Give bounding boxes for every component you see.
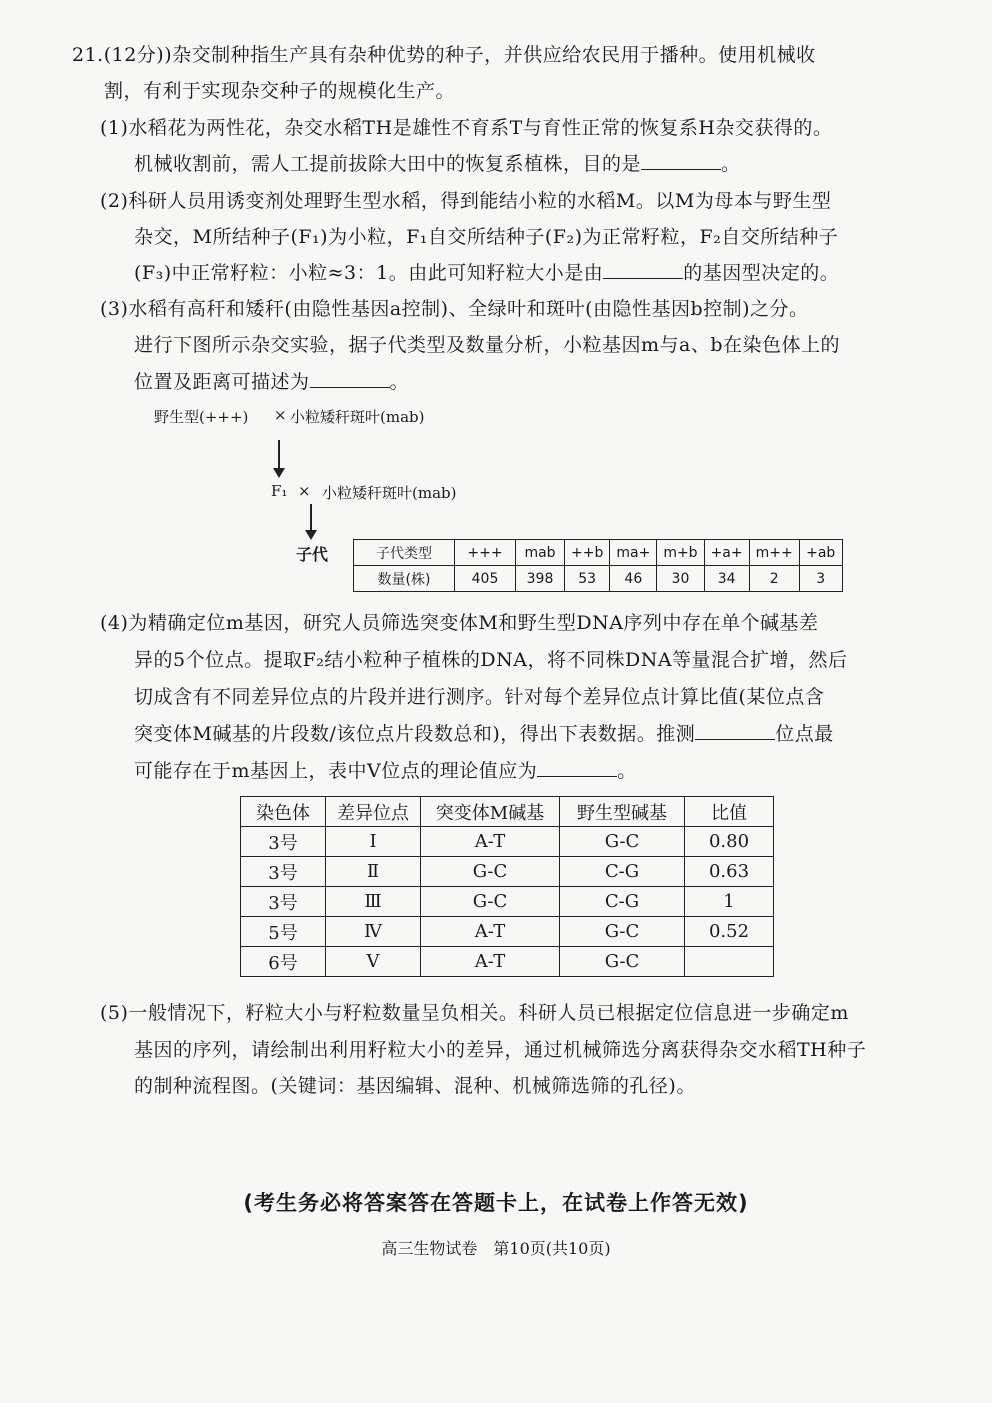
table-row [241,827,774,857]
part4-line4-text: 突变体M碱基的片段数/该位点片段数总和)，得出下表数据。推测 [134,723,696,745]
table-header-cell: 比值 [685,797,774,827]
part1-line1: (1)水稻花为两性花，杂交水稻TH是雄性不育系T与育性正常的恢复系H杂交获得的。 [100,117,833,139]
offspring-table [353,539,843,592]
table-cell: +ab [799,540,842,566]
part4-line4-end: 位点最 [775,723,834,745]
part4-line5-end: 。 [617,760,637,782]
question-header-line2: 割，有利于实现杂交种子的规模化生产。 [104,80,456,102]
table-cell: mab [516,540,565,566]
f1-label: F₁ [271,482,288,500]
part4-line5-text: 可能存在于m基因上，表中Ⅴ位点的理论值应为 [134,760,538,782]
table-cell: 46 [610,566,657,592]
table-header-cell: 数量(株) [354,566,455,592]
table-cell: G-C [560,917,685,947]
table-cell: +a+ [704,540,749,566]
offspring-label: 子代 [296,545,329,564]
table-cell: Ⅴ [326,947,421,977]
table-header-cell: 野生型碱基 [560,797,685,827]
table-cell: 2 [749,566,799,592]
table-cell: 3号 [241,827,326,857]
table-cell: 53 [565,566,610,592]
answer-blank-2 [603,260,683,279]
table-row [354,540,843,566]
cross-parent1: 野生型(+++) [154,408,249,426]
answer-blank-4 [695,721,775,740]
part4-line1: (4)为精确定位m基因，研究人员筛选突变体M和野生型DNA序列中存在单个碱基差 [100,612,819,634]
part4-line2: 异的5个位点。提取F₂结小粒种子植株的DNA，将不同株DNA等量混合扩增，然后 [134,649,848,671]
table-cell: ++b [565,540,610,566]
answer-sheet-notice: (考生务必将答案答在答题卡上，在试卷上作答无效) [243,1191,749,1215]
table-cell: 6号 [241,947,326,977]
cross-parent3: 小粒矮秆斑叶(mab) [322,484,457,502]
table-cell: 3号 [241,887,326,917]
table-cell: 1 [685,887,774,917]
table-cell [685,947,774,977]
part1-line2-text: 机械收割前，需人工提前拔除大田中的恢复系植株，目的是 [134,153,642,175]
part4-line4 [134,721,834,747]
table-cell: 398 [516,566,565,592]
table-cell: 0.63 [685,857,774,887]
table-cell: A-T [421,947,560,977]
part3-line3-text: 位置及距离可描述为 [134,371,310,393]
part2-line3-end: 的基因型决定的。 [683,262,840,284]
table-header-cell: 突变体M碱基 [421,797,560,827]
part4-line3: 切成含有不同差异位点的片段并进行测序。针对每个差异位点计算比值(某位点含 [134,686,825,708]
table-header-cell: 差异位点 [326,797,421,827]
table-header-cell: 染色体 [241,797,326,827]
question-header-line1: 21.(12分))杂交制种指生产具有杂种优势的种子，并供应给农民用于播种。使用机械收 [72,44,816,66]
table-cell: 3 [799,566,842,592]
table-cell: Ⅰ [326,827,421,857]
answer-blank-1 [641,151,721,170]
table-header-cell: 子代类型 [354,540,455,566]
cross-symbol-1: × [274,406,287,424]
table-row [354,566,843,592]
table-row [241,947,774,977]
part2-line3-text: (F₃)中正常籽粒：小粒≈3：1。由此可知籽粒大小是由 [134,262,604,284]
table-cell: 3号 [241,857,326,887]
table-cell: 405 [455,566,516,592]
table-cell: m++ [749,540,799,566]
part5-line1: (5)一般情况下，籽粒大小与籽粒数量呈负相关。科研人员已根据定位信息进一步确定m [100,1002,849,1024]
table-cell: 0.52 [685,917,774,947]
table-cell: G-C [560,947,685,977]
part5-line2: 基因的序列，请绘制出利用籽粒大小的差异，通过机械筛选分离获得杂交水稻TH种子 [134,1039,867,1061]
table-cell: 34 [704,566,749,592]
table-cell: 5号 [241,917,326,947]
part3-line3-end: 。 [389,371,410,393]
cross-symbol-2: × [298,482,311,500]
answer-blank-5 [537,758,617,777]
part3-line2: 进行下图所示杂交实验，据子代类型及数量分析，小粒基因m与a、b在染色体上的 [134,334,841,356]
part2-line3 [134,260,839,286]
answer-blank-3 [310,369,390,388]
part2-line1: (2)科研人员用诱变剂处理野生型水稻，得到能结小粒的水稻M。以M为母本与野生型 [100,190,832,212]
table-cell: 30 [657,566,704,592]
table-row [241,917,774,947]
table-cell: 0.80 [685,827,774,857]
table-header-row [241,797,774,827]
table-cell: Ⅳ [326,917,421,947]
table-cell: G-C [560,827,685,857]
part3-line1: (3)水稻有高秆和矮秆(由隐性基因a控制)、全绿叶和斑叶(由隐性基因b控制)之分。 [100,298,809,320]
page-number: 高三生物试卷 第10页(共10页) [381,1239,611,1258]
table-cell: A-T [421,827,560,857]
table-cell: C-G [560,857,685,887]
part1-line2 [134,151,741,177]
part5-line3: 的制种流程图。(关键词：基因编辑、混种、机械筛选筛的孔径)。 [134,1075,696,1097]
table-row [241,857,774,887]
table-cell: G-C [421,887,560,917]
table-cell: m+b [657,540,704,566]
table-row [241,887,774,917]
part1-line2-end: 。 [721,153,741,175]
table-cell: Ⅲ [326,887,421,917]
table-cell: +++ [455,540,516,566]
part2-line2: 杂交，M所结种子(F₁)为小粒，F₁自交所结种子(F₂)为正常籽粒，F₂自交所结种子 [134,226,839,248]
table-cell: G-C [421,857,560,887]
table-cell: C-G [560,887,685,917]
site-table [240,796,774,977]
cross-parent2: 小粒矮秆斑叶(mab) [290,408,425,426]
table-cell: ma+ [610,540,657,566]
table-cell: A-T [421,917,560,947]
arrow-down-icon [310,504,312,532]
part4-line5 [134,758,637,784]
arrow-down-icon [278,440,280,470]
table-cell: Ⅱ [326,857,421,887]
part3-line3 [134,369,409,395]
